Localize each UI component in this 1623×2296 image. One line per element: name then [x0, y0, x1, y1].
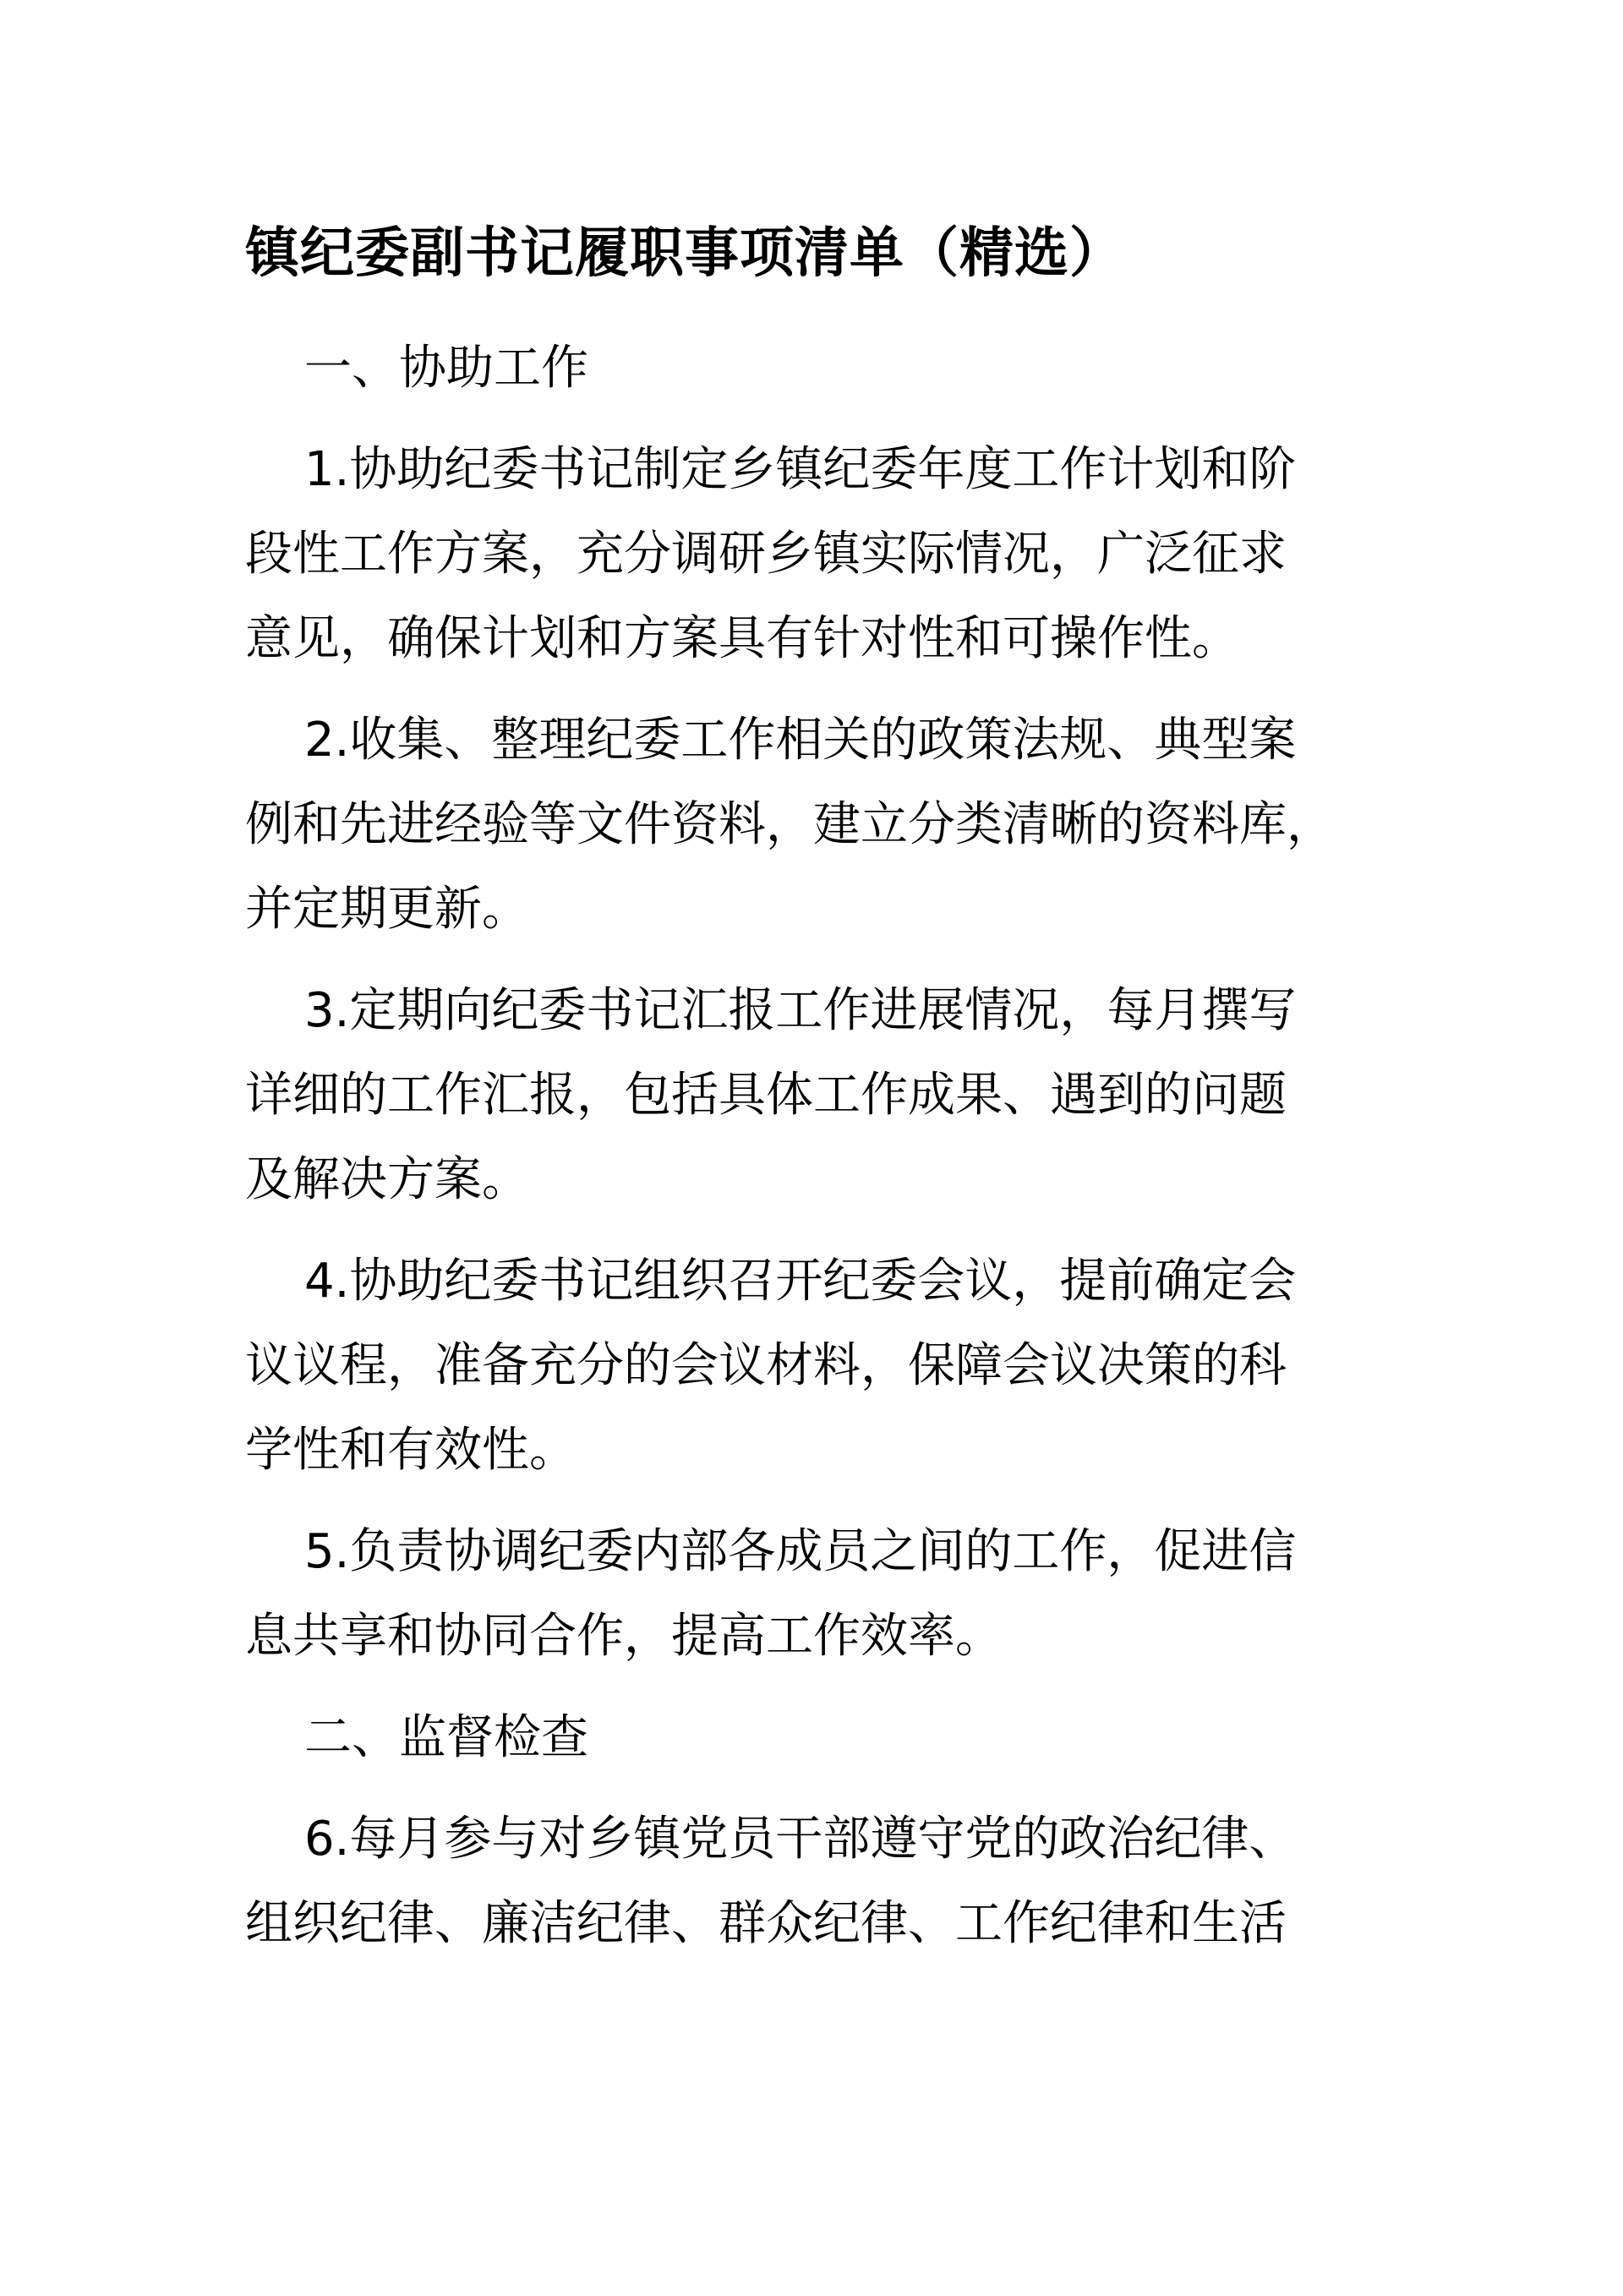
paragraph-line: 息共享和协同合作，提高工作效率。 — [245, 1609, 1003, 1664]
paragraph-line: 6.每月参与对乡镇党员干部遵守党的政治纪律、 — [304, 1812, 1297, 1867]
paragraph-line: 4.协助纪委书记组织召开纪委会议，提前确定会 — [304, 1254, 1297, 1309]
list-item-3 — [245, 969, 1386, 1222]
list-item-4 — [245, 1239, 1386, 1493]
list-item-2 — [245, 698, 1386, 952]
paragraph-line: 例和先进经验等文件资料，建立分类清晰的资料库， — [245, 797, 1334, 852]
list-item-5 — [245, 1510, 1386, 1679]
paragraph-line: 1.协助纪委书记制定乡镇纪委年度工作计划和阶 — [304, 442, 1297, 497]
list-item-6 — [245, 1797, 1386, 1966]
section-heading-supervision: 二、监督检查 — [304, 1710, 588, 1765]
paragraph-line: 意见，确保计划和方案具有针对性和可操作性。 — [245, 611, 1239, 666]
paragraph-line: 详细的工作汇报，包括具体工作成果、遇到的问题 — [245, 1068, 1287, 1123]
document-content — [245, 211, 1386, 1983]
paragraph-line: 5.负责协调纪委内部各成员之间的工作，促进信 — [304, 1524, 1297, 1579]
paragraph-line: 并定期更新。 — [245, 882, 529, 937]
paragraph-line: 2.收集、整理纪委工作相关的政策法规、典型案 — [304, 713, 1297, 768]
paragraph-line: 及解决方案。 — [245, 1152, 529, 1207]
paragraph-line: 学性和有效性。 — [245, 1423, 577, 1478]
paragraph-line: 议议程，准备充分的会议材料，保障会议决策的科 — [245, 1338, 1287, 1393]
section-heading-assist: 一、协助工作 — [304, 341, 588, 396]
paragraph-line: 段性工作方案，充分调研乡镇实际情况，广泛征求 — [245, 527, 1287, 582]
paragraph-line: 3.定期向纪委书记汇报工作进展情况，每月撰写 — [304, 983, 1297, 1038]
paragraph-line: 组织纪律、廉洁纪律、群众纪律、工作纪律和生活 — [245, 1896, 1287, 1951]
list-item-1 — [245, 428, 1386, 681]
document-title: 镇纪委副书记履职事项清单（精选） — [245, 222, 1124, 285]
